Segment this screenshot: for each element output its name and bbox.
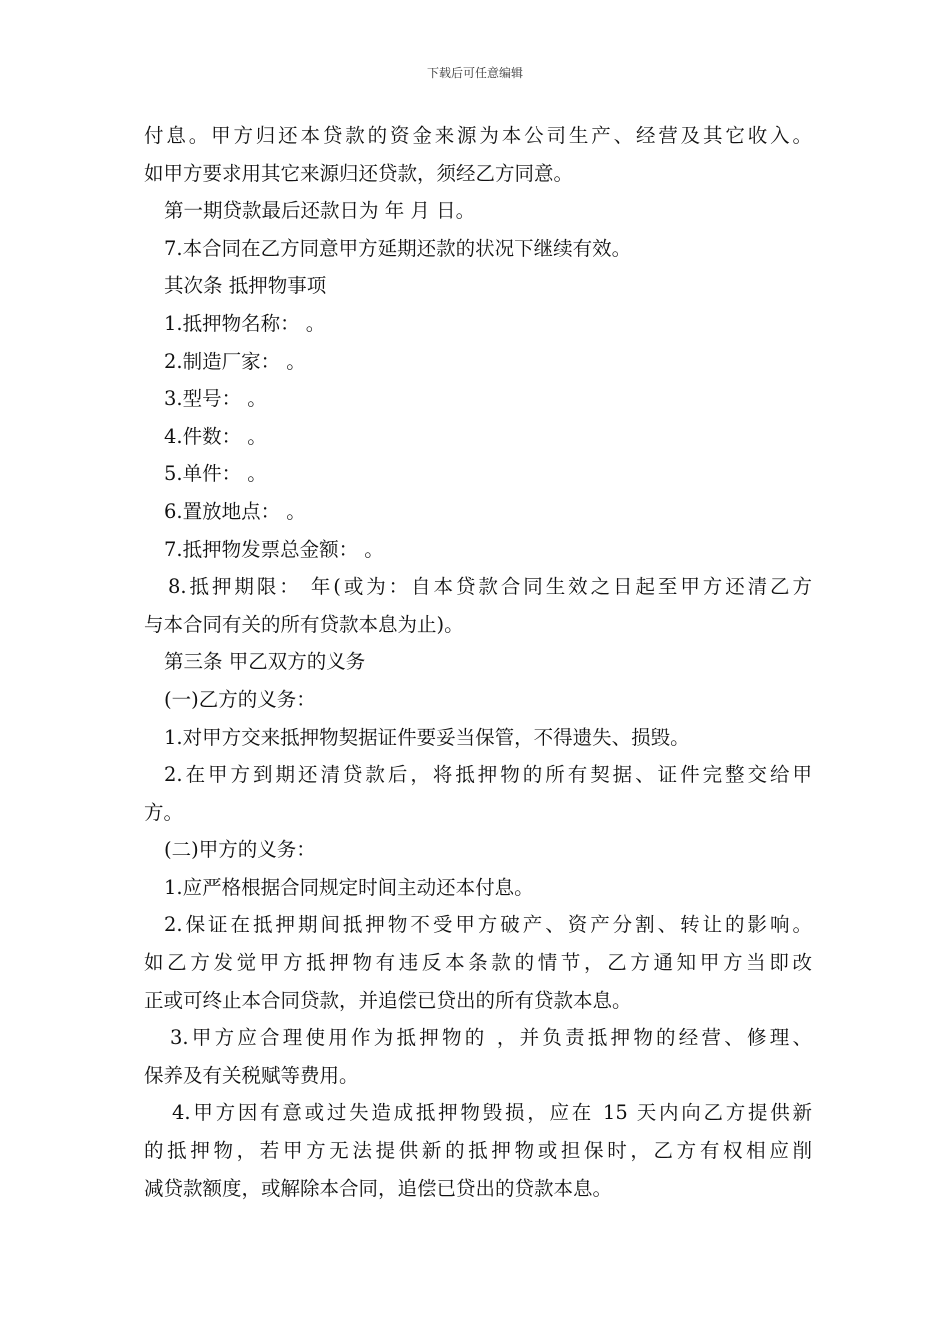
list-item: 2.在甲方到期还清贷款后，将抵押物的所有契据、证件完整交给甲 xyxy=(164,763,812,787)
list-item: 1.抵押物名称： 。 xyxy=(164,311,326,335)
list-item: 4.甲方因有意或过失造成抵押物毁损，应在 15 天内向乙方提供新 xyxy=(172,1101,812,1125)
list-item: 3.甲方应合理使用作为抵押物的 ，并负责抵押物的经营、修理、 xyxy=(170,1026,812,1050)
text-line: 保养及有关税赋等费用。 xyxy=(144,1063,359,1087)
list-item: 3.型号： 。 xyxy=(164,387,267,411)
subsection-heading: (一)乙方的义务： xyxy=(164,687,316,711)
text-line: 减贷款额度，或解除本合同，追偿已贷出的贷款本息。 xyxy=(144,1176,613,1200)
text-line: 与本合同有关的所有贷款本息为止)。 xyxy=(144,612,464,636)
section-heading: 第三条 甲乙双方的义务 xyxy=(164,650,366,674)
text-line: 付息。甲方归还本贷款的资金来源为本公司生产、经营及其它收入。 xyxy=(144,124,812,147)
list-item: 4.件数： 。 xyxy=(164,424,267,448)
list-item: 2.保证在抵押期间抵押物不受甲方破产、资产分割、转让的影响。 xyxy=(164,913,812,937)
subsection-heading: (二)甲方的义务： xyxy=(164,838,316,862)
text-line: 如乙方发觉甲方抵押物有违反本条款的情节，乙方通知甲方当即改 xyxy=(144,951,812,975)
text-line: 如甲方要求用其它来源归还贷款，须经乙方同意。 xyxy=(144,161,574,185)
list-item: 2.制造厂家： 。 xyxy=(164,349,306,373)
document-body xyxy=(144,117,812,1207)
list-item: 5.单件： 。 xyxy=(164,462,267,486)
text-line: 7.本合同在乙方同意甲方延期还款的状况下继续有效。 xyxy=(164,236,632,260)
text-line: 方。 xyxy=(144,800,184,824)
page-header: 下载后可任意编辑 xyxy=(426,66,523,80)
text-line: 正或可终止本合同贷款，并追偿已贷出的所有贷款本息。 xyxy=(144,988,632,1012)
text-line: 第一期贷款最后还款日为 年 月 日。 xyxy=(164,199,476,223)
list-item: 7.抵押物发票总金额： 。 xyxy=(164,537,384,561)
text-line: 的抵押物，若甲方无法提供新的抵押物或担保时，乙方有权相应削 xyxy=(144,1139,812,1163)
list-item: 1.对甲方交来抵押物契据证件要妥当保管，不得遗失、损毁。 xyxy=(164,725,690,749)
section-heading: 其次条 抵押物事项 xyxy=(164,274,327,298)
list-item: 6.置放地点： 。 xyxy=(164,499,306,523)
list-item: 1.应严格根据合同规定时间主动还本付息。 xyxy=(164,875,534,899)
list-item: 8.抵押期限： 年(或为：自本贷款合同生效之日起至甲方还清乙方 xyxy=(168,575,812,599)
